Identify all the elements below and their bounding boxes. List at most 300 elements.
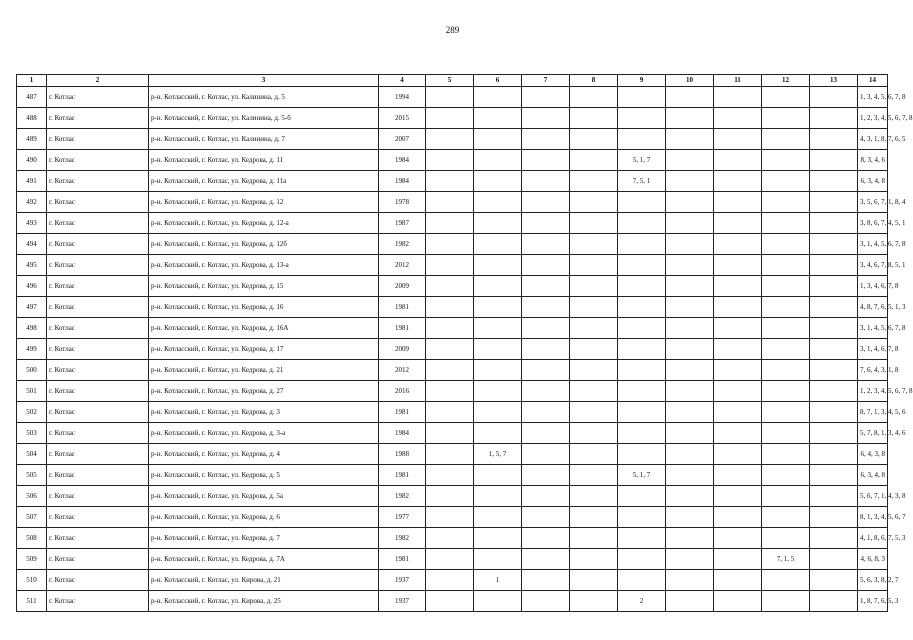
col-10-cell [666,276,714,297]
col-5-cell [426,507,474,528]
year-cell: 2015 [379,108,426,129]
col-11-cell [714,444,762,465]
column-header-8: 8 [570,75,618,87]
col-13-cell [810,423,858,444]
col-5-cell [426,402,474,423]
col-14-cell: 3, 1, 4, 6, 7, 8 [858,339,888,360]
row-number: 508 [17,528,47,549]
city-cell: г. Котлас [47,213,149,234]
col-6-cell [474,318,522,339]
city-cell: г. Котлас [47,381,149,402]
col-8-cell [570,486,618,507]
table-row [17,591,888,612]
col-10-cell [666,129,714,150]
col-9-cell [618,444,666,465]
col-9-cell [618,528,666,549]
col-7-cell [522,276,570,297]
row-number: 498 [17,318,47,339]
row-number: 497 [17,297,47,318]
col-7-cell [522,486,570,507]
col-9-cell [618,213,666,234]
col-5-cell [426,297,474,318]
column-header-9: 9 [618,75,666,87]
address-cell: р-н. Котласский, г. Котлас, ул. Кедрова, д. 27 [149,381,379,402]
col-8-cell [570,465,618,486]
col-9-cell [618,360,666,381]
year-cell: 1937 [379,570,426,591]
col-9-cell [618,549,666,570]
col-14-cell: 3, 4, 6, 7, 8, 5, 1 [858,255,888,276]
row-number: 503 [17,423,47,444]
col-5-cell [426,591,474,612]
col-11-cell [714,507,762,528]
address-cell: р-н. Котласский, г. Котлас, ул. Кедрова, д. 3-а [149,423,379,444]
row-number: 506 [17,486,47,507]
col-6-cell [474,528,522,549]
col-10-cell [666,192,714,213]
col-6-cell [474,213,522,234]
year-cell: 1988 [379,444,426,465]
col-9-cell: 2 [618,591,666,612]
registry-table [16,74,913,612]
col-14-cell: 1, 3, 4, 6, 7, 8 [858,276,888,297]
col-7-cell [522,507,570,528]
col-14-cell: 3, 5, 6, 7, 1, 8, 4 [858,192,888,213]
column-header-7: 7 [522,75,570,87]
col-13-cell [810,108,858,129]
table-row [17,234,888,255]
col-12-cell [762,255,810,276]
col-12-cell [762,276,810,297]
col-8-cell [570,276,618,297]
col-7-cell [522,381,570,402]
col-10-cell [666,465,714,486]
address-cell: р-н. Котласский, г. Котлас, ул. Кедрова, д. 21 [149,360,379,381]
col-7-cell [522,87,570,108]
column-header-6: 6 [474,75,522,87]
col-9-cell [618,87,666,108]
address-cell: р-н. Котласский, г. Котлас, ул. Кедрова, д. 12-а [149,213,379,234]
col-10-cell [666,549,714,570]
col-6-cell [474,339,522,360]
col-5-cell [426,549,474,570]
col-10-cell [666,570,714,591]
col-12-cell [762,87,810,108]
table-row [17,192,888,213]
col-13-cell [810,360,858,381]
column-header-13: 13 [810,75,858,87]
col-12-cell [762,507,810,528]
address-cell: р-н. Котласский, г. Котлас, ул. Кедрова, д. 12б [149,234,379,255]
city-cell: г. Котлас [47,108,149,129]
city-cell: г. Котлас [47,360,149,381]
col-11-cell [714,360,762,381]
col-6-cell [474,402,522,423]
row-number: 509 [17,549,47,570]
col-13-cell [810,549,858,570]
col-8-cell [570,591,618,612]
year-cell: 1937 [379,591,426,612]
address-cell: р-н. Котласский, г. Котлас, ул. Калинина, д. 5-б [149,108,379,129]
col-11-cell [714,87,762,108]
col-7-cell [522,570,570,591]
row-number: 490 [17,150,47,171]
row-number: 500 [17,360,47,381]
col-5-cell [426,528,474,549]
table-row [17,171,888,192]
col-12-cell [762,213,810,234]
col-5-cell [426,486,474,507]
col-6-cell [474,381,522,402]
year-cell: 1981 [379,318,426,339]
col-10-cell [666,87,714,108]
col-12-cell [762,486,810,507]
row-number: 510 [17,570,47,591]
table-row [17,444,888,465]
col-6-cell [474,360,522,381]
col-13-cell [810,591,858,612]
col-5-cell [426,444,474,465]
col-12-cell [762,339,810,360]
col-7-cell [522,129,570,150]
col-12-cell [762,234,810,255]
col-11-cell [714,171,762,192]
year-cell: 1981 [379,549,426,570]
col-10-cell [666,402,714,423]
row-number: 501 [17,381,47,402]
col-10-cell [666,339,714,360]
col-6-cell: 1, 5, 7 [474,444,522,465]
col-8-cell [570,234,618,255]
row-number: 489 [17,129,47,150]
row-number: 493 [17,213,47,234]
table-row [17,129,888,150]
city-cell: г. Котлас [47,528,149,549]
col-8-cell [570,402,618,423]
col-9-cell [618,423,666,444]
address-cell: р-н. Котласский, г. Котлас, ул. Кедрова, д. 6 [149,507,379,528]
address-cell: р-н. Котласский, г. Котлас, ул. Кедрова, д. 3 [149,402,379,423]
col-6-cell [474,255,522,276]
col-11-cell [714,129,762,150]
col-12-cell [762,318,810,339]
col-12-cell: 7, 1, 5 [762,549,810,570]
col-5-cell [426,339,474,360]
col-14-cell: 4, 1, 8, 6, 7, 5, 3 [858,528,888,549]
col-10-cell [666,213,714,234]
col-12-cell [762,171,810,192]
table-row [17,423,888,444]
col-10-cell [666,360,714,381]
year-cell: 1982 [379,486,426,507]
column-header-5: 5 [426,75,474,87]
col-14-cell: 5, 6, 3, 8, 2, 7 [858,570,888,591]
col-11-cell [714,402,762,423]
city-cell: г. Котлас [47,150,149,171]
year-cell: 1977 [379,507,426,528]
col-9-cell [618,339,666,360]
col-7-cell [522,444,570,465]
address-cell: р-н. Котласский, г. Котлас, ул. Кедрова, д. 7А [149,549,379,570]
col-11-cell [714,276,762,297]
row-number: 491 [17,171,47,192]
table-row [17,465,888,486]
col-12-cell [762,360,810,381]
table-body [17,87,913,612]
col-7-cell [522,192,570,213]
col-10-cell [666,507,714,528]
col-5-cell [426,570,474,591]
col-7-cell [522,234,570,255]
table-row [17,549,888,570]
col-7-cell [522,255,570,276]
col-11-cell [714,528,762,549]
address-cell: р-н. Котласский, г. Котлас, ул. Кедрова, д. 11а [149,171,379,192]
col-6-cell [474,129,522,150]
col-6-cell [474,108,522,129]
col-14-cell: 5, 7, 8, 1, 3, 4, 6 [858,423,888,444]
table-row [17,150,888,171]
col-7-cell [522,171,570,192]
col-12-cell [762,465,810,486]
col-13-cell [810,192,858,213]
col-14-cell: 1, 2, 3, 4, 5, 6, 7, 8 [858,108,888,129]
col-11-cell [714,108,762,129]
year-cell: 1981 [379,297,426,318]
col-14-cell: 1, 8, 7, 6, 5, 3 [858,591,888,612]
year-cell: 1982 [379,528,426,549]
column-header-3: 3 [149,75,379,87]
col-8-cell [570,570,618,591]
col-5-cell [426,129,474,150]
col-11-cell [714,318,762,339]
col-9-cell [618,297,666,318]
col-5-cell [426,381,474,402]
col-12-cell [762,381,810,402]
col-8-cell [570,255,618,276]
city-cell: г. Котлас [47,444,149,465]
city-cell: г. Котлас [47,255,149,276]
col-8-cell [570,339,618,360]
col-13-cell [810,381,858,402]
table-row [17,276,888,297]
col-13-cell [810,486,858,507]
col-14-cell: 4, 3, 1, 8, 7, 6, 5 [858,129,888,150]
col-7-cell [522,549,570,570]
col-14-cell: 3, 8, 6, 7, 4, 5, 1 [858,213,888,234]
header-row [17,75,888,87]
col-8-cell [570,213,618,234]
year-cell: 2009 [379,339,426,360]
city-cell: г. Котлас [47,276,149,297]
city-cell: г. Котлас [47,192,149,213]
col-12-cell [762,423,810,444]
col-11-cell [714,297,762,318]
col-5-cell [426,171,474,192]
col-8-cell [570,150,618,171]
year-cell: 1987 [379,213,426,234]
year-cell: 1982 [379,234,426,255]
col-14-cell: 8, 1, 3, 4, 5, 6, 7 [858,507,888,528]
year-cell: 1984 [379,171,426,192]
table-row [17,402,888,423]
year-cell: 2007 [379,129,426,150]
row-number: 499 [17,339,47,360]
col-6-cell: 1 [474,570,522,591]
col-10-cell [666,150,714,171]
col-8-cell [570,129,618,150]
table-row [17,507,888,528]
col-10-cell [666,297,714,318]
col-14-cell: 7, 6, 4, 3, 1, 8 [858,360,888,381]
col-6-cell [474,171,522,192]
city-cell: г. Котлас [47,423,149,444]
year-cell: 1978 [379,192,426,213]
col-14-cell: 8, 7, 1, 3, 4, 5, 6 [858,402,888,423]
address-cell: р-н. Котласский, г. Котлас, ул. Кедрова, д. 13-а [149,255,379,276]
col-8-cell [570,297,618,318]
city-cell: г. Котлас [47,318,149,339]
col-13-cell [810,339,858,360]
col-13-cell [810,255,858,276]
row-number: 495 [17,255,47,276]
col-8-cell [570,87,618,108]
col-10-cell [666,171,714,192]
address-cell: р-н. Котласский, г. Котлас, ул. Кедрова, д. 5 [149,465,379,486]
city-cell: г. Котлас [47,486,149,507]
address-cell: р-н. Котласский, г. Котлас, ул. Кедрова, д. 5а [149,486,379,507]
year-cell: 1984 [379,150,426,171]
col-14-cell: 5, 6, 7, 1, 4, 3, 8 [858,486,888,507]
col-11-cell [714,150,762,171]
col-5-cell [426,255,474,276]
row-number: 504 [17,444,47,465]
col-5-cell [426,87,474,108]
col-6-cell [474,591,522,612]
table-row [17,318,888,339]
city-cell: г. Котлас [47,129,149,150]
col-10-cell [666,591,714,612]
col-12-cell [762,192,810,213]
col-6-cell [474,87,522,108]
table-row [17,213,888,234]
col-14-cell: 1, 3, 4, 5, 6, 7, 8 [858,87,888,108]
col-12-cell [762,108,810,129]
col-13-cell [810,171,858,192]
col-13-cell [810,402,858,423]
col-11-cell [714,423,762,444]
col-5-cell [426,360,474,381]
col-13-cell [810,234,858,255]
col-12-cell [762,570,810,591]
col-11-cell [714,192,762,213]
city-cell: г. Котлас [47,234,149,255]
column-header-2: 2 [47,75,149,87]
col-10-cell [666,444,714,465]
col-14-cell: 3, 1, 4, 5, 6, 7, 8 [858,234,888,255]
col-7-cell [522,402,570,423]
col-8-cell [570,108,618,129]
city-cell: г. Котлас [47,507,149,528]
address-cell: р-н. Котласский, г. Котлас, ул. Калинина, д. 7 [149,129,379,150]
col-7-cell [522,318,570,339]
col-14-cell: 3, 1, 4, 5, 6, 7, 8 [858,318,888,339]
city-cell: г. Котлас [47,591,149,612]
col-12-cell [762,150,810,171]
col-10-cell [666,108,714,129]
col-14-cell: 6, 4, 3, 8 [858,444,888,465]
col-13-cell [810,150,858,171]
col-8-cell [570,171,618,192]
col-9-cell [618,192,666,213]
row-number: 494 [17,234,47,255]
row-number: 488 [17,108,47,129]
col-7-cell [522,423,570,444]
col-13-cell [810,87,858,108]
col-5-cell [426,150,474,171]
col-12-cell [762,591,810,612]
col-11-cell [714,339,762,360]
col-5-cell [426,213,474,234]
address-cell: р-н. Котласский, г. Котлас, ул. Кедрова, д. 17 [149,339,379,360]
col-11-cell [714,381,762,402]
col-9-cell [618,129,666,150]
col-9-cell [618,402,666,423]
col-12-cell [762,402,810,423]
year-cell: 1984 [379,423,426,444]
col-6-cell [474,276,522,297]
city-cell: г. Котлас [47,402,149,423]
col-5-cell [426,465,474,486]
column-header-14: 14 [858,75,888,87]
row-number: 507 [17,507,47,528]
city-cell: г. Котлас [47,570,149,591]
city-cell: г. Котлас [47,171,149,192]
col-10-cell [666,381,714,402]
city-cell: г. Котлас [47,465,149,486]
col-9-cell [618,381,666,402]
col-12-cell [762,297,810,318]
col-9-cell [618,108,666,129]
year-cell: 1981 [379,402,426,423]
col-10-cell [666,486,714,507]
page-number: 289 [445,25,460,35]
row-number: 487 [17,87,47,108]
column-header-1: 1 [17,75,47,87]
col-11-cell [714,213,762,234]
address-cell: р-н. Котласский, г. Котлас, ул. Кедрова, д. 12 [149,192,379,213]
table-row [17,87,888,108]
col-8-cell [570,318,618,339]
col-11-cell [714,486,762,507]
col-9-cell: 7, 5, 1 [618,171,666,192]
year-cell: 2009 [379,276,426,297]
col-13-cell [810,507,858,528]
city-cell: г. Котлас [47,297,149,318]
col-8-cell [570,528,618,549]
col-7-cell [522,591,570,612]
col-11-cell [714,591,762,612]
col-7-cell [522,528,570,549]
table-row [17,486,888,507]
col-5-cell [426,108,474,129]
col-9-cell [618,507,666,528]
col-7-cell [522,108,570,129]
city-cell: г. Котлас [47,87,149,108]
col-6-cell [474,423,522,444]
address-cell: р-н. Котласский, г. Котлас, ул. Кедрова, д. 15 [149,276,379,297]
col-6-cell [474,150,522,171]
